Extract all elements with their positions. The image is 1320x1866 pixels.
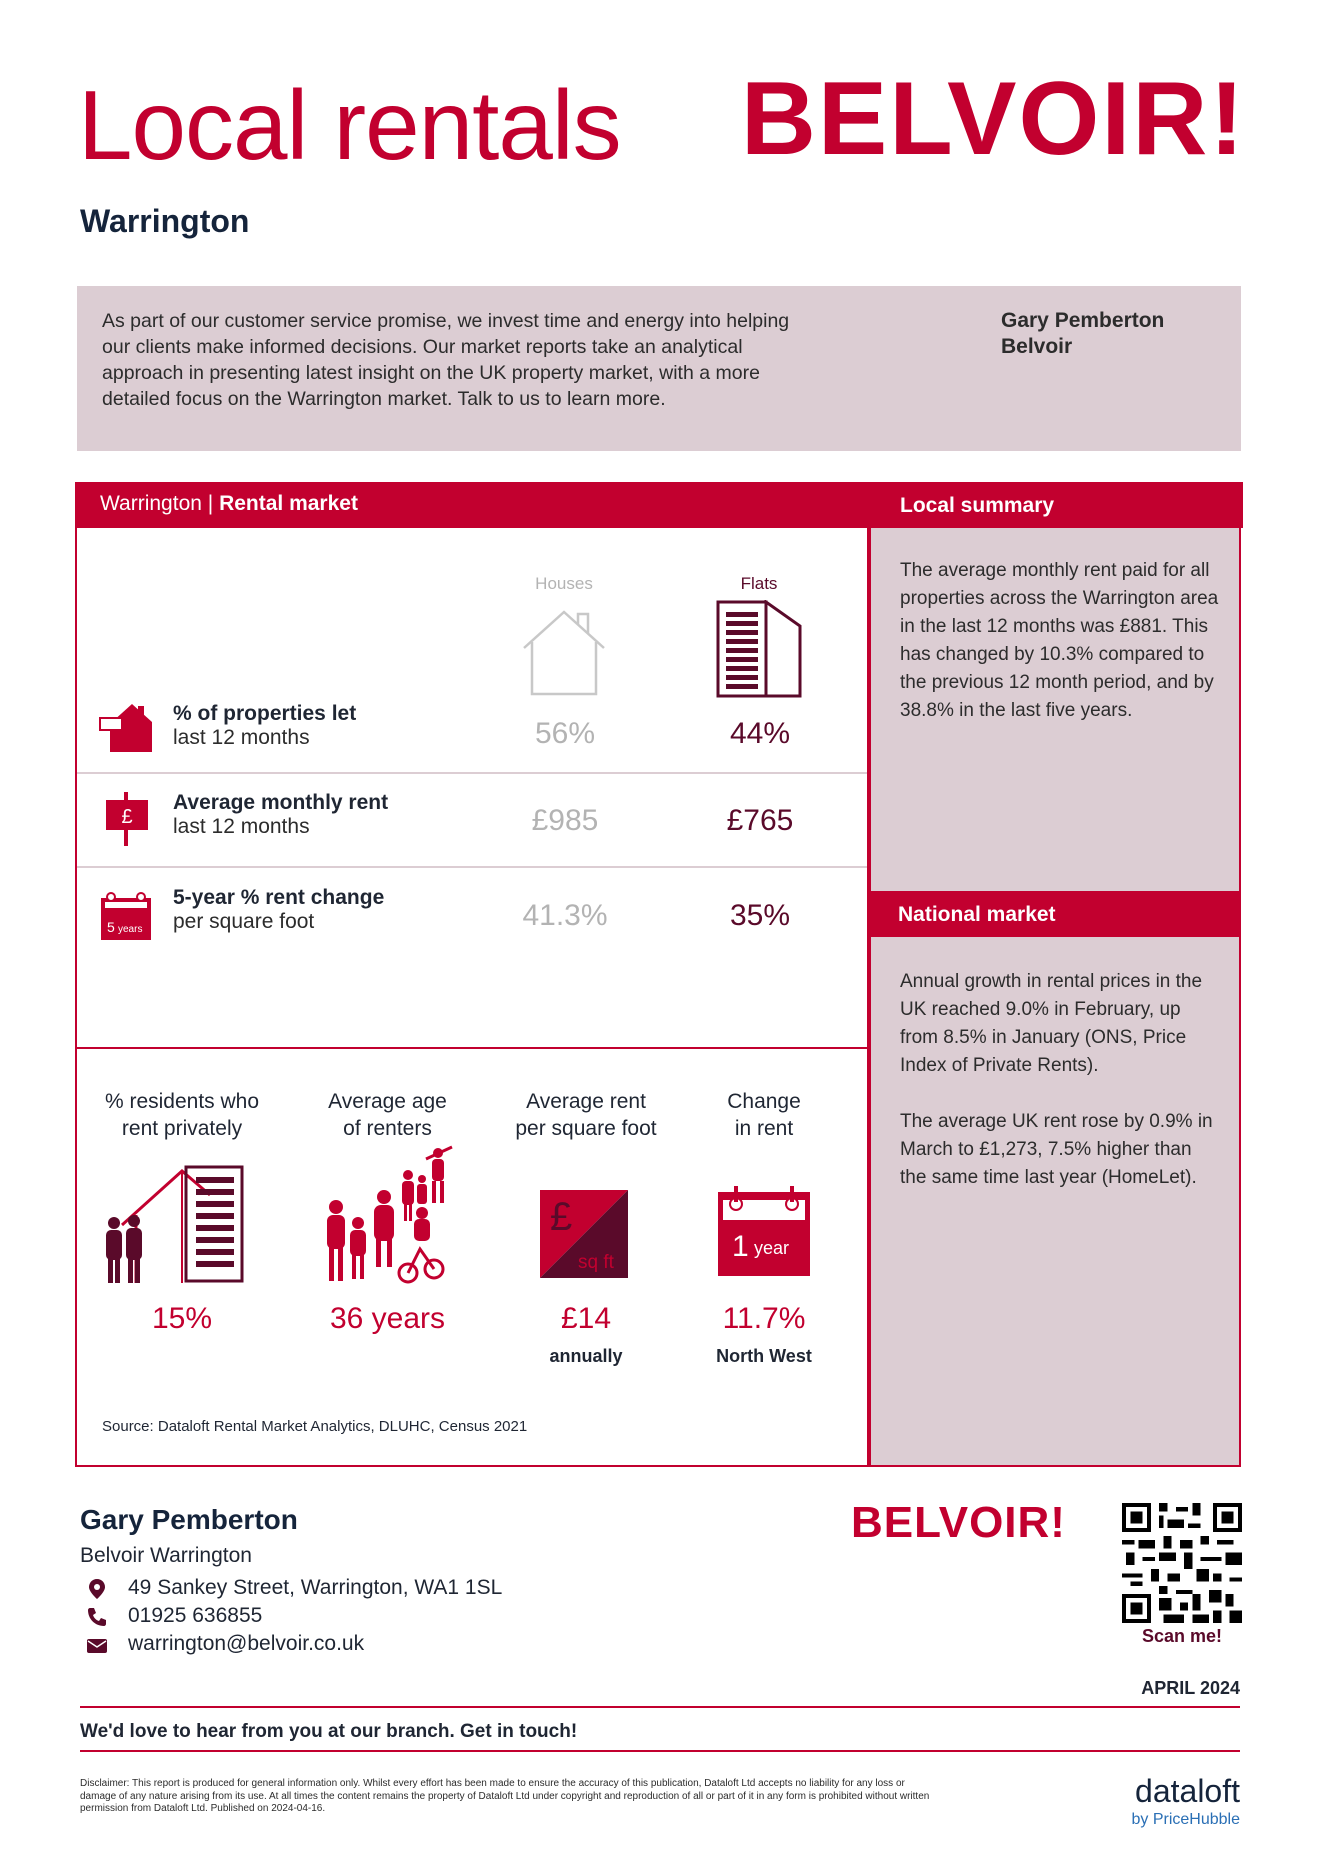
- svg-text:5: 5: [107, 919, 115, 935]
- local-summary-text: The average monthly rent paid for all properties across the Warrington area in the last 12 months was £881. This has changed by 10.3% compared to the previous 12 month period, and by 38.8% in the last five years.: [900, 560, 1219, 721]
- stat-change-note: North West: [716, 1346, 812, 1366]
- section-divider: [77, 1047, 867, 1049]
- stat-renters-head: % residents who rent privately: [104, 1090, 260, 1140]
- calendar-1-year-icon: [716, 1182, 812, 1278]
- intro-text: As part of our customer service promise, we invest time and energy into helping our clients make informed decisions. Our market reports take an analytical approach in presenting latest insight on the UK property market, with a more detailed focus on the Warrington market. Talk to us to learn more.: [102, 310, 790, 410]
- email-icon: [86, 1635, 108, 1657]
- house-let-icon: [98, 700, 154, 756]
- renters-people-icon: [322, 1145, 454, 1285]
- row-rent-flats: £765: [726, 804, 794, 837]
- dataloft-tagline: by PriceHubble: [1131, 1811, 1240, 1828]
- call-to-action: We'd love to hear from you at our branch. Get in touch!: [80, 1721, 578, 1742]
- divider: [77, 772, 867, 774]
- row-rent-sub: last 12 months: [173, 815, 310, 838]
- scan-label: Scan me!: [1141, 1626, 1223, 1646]
- national-market-para2: The average UK rent rose by 0.9% in March to £1,273, 7.5% higher than the same time last year (HomeLet).: [900, 1111, 1213, 1188]
- svg-text:year: year: [754, 1238, 790, 1258]
- dataloft-logo: dataloft: [1135, 1773, 1240, 1809]
- stat-change-value: 11.7%: [722, 1302, 806, 1335]
- row-let-sub: last 12 months: [173, 726, 310, 749]
- national-market-header: National market: [869, 891, 1241, 937]
- calendar-5-years-icon: [99, 888, 153, 942]
- stat-age-head: Average age of renters: [328, 1090, 447, 1140]
- side-panel: [869, 482, 1241, 1467]
- stat-sqft-value: £14: [560, 1302, 612, 1335]
- row-rent: [173, 791, 388, 839]
- stat-sqft-head: Average rent per square foot: [515, 1090, 657, 1140]
- belvoir-logo: BELVOIR!: [740, 61, 1246, 177]
- footer-phone[interactable]: 01925 636855: [128, 1604, 263, 1627]
- row-rent-houses: £985: [531, 804, 599, 837]
- rental-market-place: Warrington |: [100, 492, 220, 515]
- svg-text:years: years: [118, 924, 143, 935]
- footer-email[interactable]: warrington@belvoir.co.uk: [128, 1632, 365, 1655]
- footer-branch: Belvoir Warrington: [80, 1544, 252, 1567]
- svg-text:sq ft: sq ft: [578, 1252, 614, 1273]
- svg-text:£: £: [121, 806, 133, 828]
- svg-text:1: 1: [732, 1230, 749, 1263]
- rental-market-title: Rental market: [219, 492, 358, 515]
- col-houses: Houses: [535, 574, 593, 593]
- location-subtitle: Warrington: [80, 203, 250, 239]
- row-change-title: 5-year % rent change: [173, 886, 385, 909]
- qr-code[interactable]: [1121, 1503, 1243, 1623]
- row-rent-title: Average monthly rent: [173, 791, 389, 814]
- col-flats: Flats: [740, 574, 778, 593]
- renters-building-icon: [100, 1165, 246, 1285]
- row-let-flats: 44%: [729, 717, 791, 750]
- footer-address: 49 Sankey Street, Warrington, WA1 1SL: [128, 1576, 503, 1599]
- footer-belvoir-logo: BELVOIR!: [851, 1498, 1066, 1547]
- stat-sqft-note: annually: [549, 1346, 623, 1366]
- house-icon: [520, 606, 608, 698]
- intro-agent-company: Belvoir: [1001, 335, 1073, 358]
- row-let: [173, 702, 356, 750]
- phone-icon: [86, 1606, 108, 1628]
- flats-icon: [716, 600, 804, 700]
- intro-panel: [77, 286, 1241, 451]
- stat-change-head: Change in rent: [727, 1090, 801, 1140]
- source-note: Source: Dataloft Rental Market Analytics, DLUHC, Census 2021: [102, 1418, 528, 1435]
- local-summary-header: Local summary: [871, 482, 1243, 528]
- row-let-houses: 56%: [534, 717, 596, 750]
- row-change-houses: 41.3%: [522, 899, 608, 932]
- divider: [77, 866, 867, 868]
- disclaimer: Disclaimer: This report is produced for general information only. Whilst every effort has been made to ensure the accuracy of this publication, Dataloft Ltd accepts no liability for any loss or damage of any nature arising from its use. At all times the content remains the property of Dataloft Ltd under copyright and reproduction of all or part of it in any form is prohibited without written permission from Dataloft Ltd. Published on 2024-04-16.: [80, 1778, 930, 1814]
- report-date: APRIL 2024: [1141, 1678, 1240, 1698]
- svg-text:£: £: [550, 1195, 573, 1239]
- intro-agent-name: Gary Pemberton: [1001, 309, 1165, 332]
- footer-agent-name: Gary Pemberton: [80, 1504, 298, 1535]
- row-change-flats: 35%: [729, 899, 791, 932]
- pound-sign-icon: [102, 790, 152, 848]
- footer-rule-bottom: [80, 1750, 1240, 1752]
- row-let-title: % of properties let: [173, 702, 357, 725]
- page-title: Local rentals: [78, 70, 621, 180]
- national-market-para1: Annual growth in rental prices in the UK reached 9.0% in February, up from 8.5% in January (ONS, Price Index of Private Rents).: [900, 971, 1203, 1076]
- intro-agent: [1001, 308, 1164, 360]
- row-change: [173, 886, 384, 934]
- stat-age-value: 36 years: [329, 1302, 446, 1335]
- pound-per-sqft-icon: [540, 1190, 628, 1278]
- stat-renters-value: 15%: [151, 1302, 213, 1335]
- row-change-sub: per square foot: [173, 910, 315, 933]
- footer-rule-top: [80, 1706, 1240, 1708]
- location-pin-icon: [86, 1578, 108, 1600]
- rental-market-header: [75, 482, 869, 528]
